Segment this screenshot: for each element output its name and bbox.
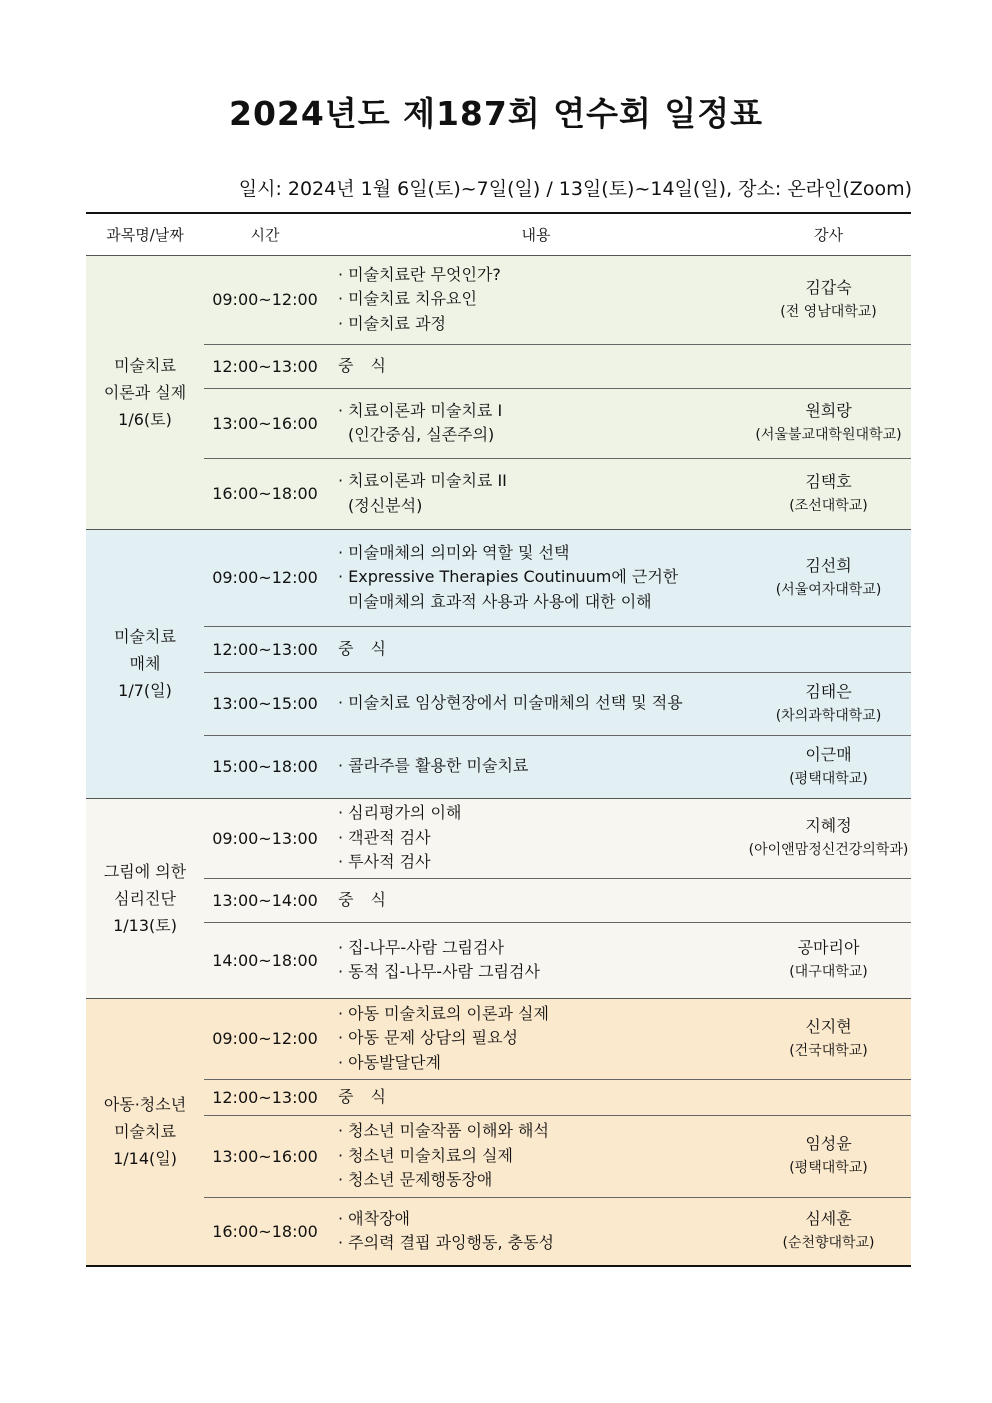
table-row [86, 998, 911, 1079]
lecturer-cell [746, 255, 911, 344]
subject-line: 아동·청소년 [103, 1095, 187, 1115]
content-line: · 주의력 결핍 과잉행동, 충동성 [338, 1233, 554, 1253]
header-subject: 과목명/날짜 [86, 213, 204, 255]
subject-line: 미술치료 [114, 627, 176, 646]
time-cell: 09:00~12:00 [204, 998, 326, 1079]
lunch-label: 중 식 [338, 889, 392, 909]
lecturer-cell [746, 878, 911, 922]
lecturer-name: 김택호 [805, 471, 852, 491]
content-line: · 치료이론과 미술치료 II [338, 471, 507, 490]
table-row [86, 1197, 911, 1266]
table-row [86, 878, 911, 922]
time-cell: 16:00~18:00 [204, 458, 326, 529]
table-row [86, 255, 911, 344]
time-cell: 13:00~14:00 [204, 878, 326, 922]
lecturer-org: (서울여자대학교) [775, 581, 882, 598]
content-cell [326, 458, 746, 529]
lunch-label: 중 식 [338, 355, 392, 375]
time-cell: 13:00~16:00 [204, 388, 326, 458]
table-row [86, 672, 911, 735]
content-line: · 객관적 검사 [338, 827, 431, 847]
lecturer-cell [746, 735, 911, 798]
content-line: · 청소년 미술치료의 실제 [338, 1145, 513, 1165]
content-cell [326, 626, 746, 672]
header-content: 내용 [326, 213, 746, 255]
subject-line: 1/7(일) [118, 681, 172, 700]
content-line: · 아동 문제 상담의 필요성 [338, 1028, 518, 1048]
lecturer-cell [746, 626, 911, 672]
table-row [86, 798, 911, 878]
subject-line: 1/14(일) [113, 1149, 177, 1169]
subject-line: 그림에 의한 [103, 861, 187, 881]
subject-cell [86, 529, 204, 798]
lecturer-name: 김갑숙 [805, 277, 852, 297]
page-title: 2024년도 제187회 연수회 일정표 [229, 94, 763, 133]
lecturer-org: (순천향대학교) [782, 1235, 875, 1252]
lecturer-org: (건국대학교) [789, 1042, 868, 1059]
lecturer-org: (조선대학교) [789, 497, 868, 514]
lecturer-cell [746, 388, 911, 458]
content-line: · 동적 집-나무-사람 그림검사 [338, 962, 540, 981]
content-cell [326, 672, 746, 735]
lecturer-cell [746, 344, 911, 388]
content-line: · 청소년 미술작품 이해와 해석 [338, 1121, 549, 1141]
lecturer-cell [746, 1115, 911, 1197]
table-row [86, 529, 911, 626]
subject-cell [86, 798, 204, 998]
lecturer-org: (평택대학교) [789, 770, 868, 787]
time-cell: 16:00~18:00 [204, 1197, 326, 1266]
content-line: · 아동발달단계 [338, 1052, 441, 1072]
table-header-row [86, 213, 911, 255]
time-cell: 15:00~18:00 [204, 735, 326, 798]
lecturer-cell [746, 1197, 911, 1266]
content-line: · 미술치료 임상현장에서 미술매체의 선택 및 적용 [338, 693, 683, 713]
time-cell: 14:00~18:00 [204, 922, 326, 998]
time-cell: 12:00~13:00 [204, 1079, 326, 1115]
lecturer-name: 공마리아 [797, 938, 860, 957]
content-cell [326, 798, 746, 878]
lecturer-name: 김선희 [805, 555, 852, 575]
content-line: · 투사적 검사 [338, 852, 431, 872]
lecturer-cell [746, 672, 911, 735]
lecturer-org: (대구대학교) [789, 964, 868, 980]
content-line: · 미술치료 과정 [338, 313, 446, 333]
content-line: · 청소년 문제행동장애 [338, 1170, 493, 1190]
time-cell: 09:00~12:00 [204, 529, 326, 626]
lecturer-org: (전 영남대학교) [780, 303, 877, 320]
content-line: 미술매체의 효과적 사용과 사용에 대한 이해 [348, 591, 652, 611]
content-line: · 집-나무-사람 그림검사 [338, 937, 504, 957]
schedule-info: 일시: 2024년 1월 6일(토)~7일(일) / 13일(토)~14일(일), 장소: 온라인(Zoom) [238, 178, 912, 200]
time-cell: 12:00~13:00 [204, 344, 326, 388]
table-row [86, 344, 911, 388]
content-cell [326, 344, 746, 388]
lecturer-org: (서울불교대학원대학교) [755, 427, 902, 443]
lunch-label: 중 식 [338, 1086, 392, 1106]
content-cell [326, 1115, 746, 1197]
schedule-body [86, 255, 911, 1266]
table-row [86, 1115, 911, 1197]
content-cell [326, 998, 746, 1079]
lunch-label: 중 식 [338, 638, 392, 658]
lecturer-cell [746, 458, 911, 529]
content-line: · 치료이론과 미술치료 I [338, 400, 503, 420]
time-cell: 12:00~13:00 [204, 626, 326, 672]
lecturer-name: 지혜정 [805, 816, 852, 835]
lecturer-cell [746, 798, 911, 878]
time-cell: 13:00~16:00 [204, 1115, 326, 1197]
subject-line: 미술치료 [114, 1122, 176, 1142]
lecturer-name: 임성윤 [805, 1134, 852, 1153]
subject-line: 1/13(토) [113, 915, 177, 935]
table-row [86, 626, 911, 672]
table-row [86, 1079, 911, 1115]
content-cell [326, 529, 746, 626]
header-time: 시간 [204, 213, 326, 255]
table-row [86, 458, 911, 529]
lecturer-name: 신지현 [805, 1016, 852, 1036]
subject-line: 1/6(토) [118, 409, 172, 429]
lecturer-org: (차의과학대학교) [775, 707, 882, 724]
content-line: · 심리평가의 이해 [338, 803, 462, 823]
content-cell [326, 255, 746, 344]
table-row [86, 388, 911, 458]
header-lecturer: 강사 [746, 213, 911, 255]
lecturer-org: (평택대학교) [789, 1160, 868, 1176]
content-line: (정신분석) [348, 495, 423, 515]
content-line: · 미술치료 치유요인 [338, 289, 477, 309]
lecturer-name: 심세훈 [805, 1209, 852, 1229]
lecturer-cell [746, 1079, 911, 1115]
lecturer-name: 김태은 [805, 681, 852, 701]
content-line: · Expressive Therapies Coutinuum에 근거한 [338, 567, 679, 587]
subject-cell [86, 255, 204, 529]
lecturer-name: 이근매 [805, 744, 852, 764]
schedule-table [86, 212, 911, 1267]
content-cell [326, 735, 746, 798]
table-row [86, 922, 911, 998]
time-cell: 09:00~13:00 [204, 798, 326, 878]
table-row [86, 735, 911, 798]
lecturer-cell [746, 922, 911, 998]
content-cell [326, 1197, 746, 1266]
time-cell: 09:00~12:00 [204, 255, 326, 344]
content-line: · 미술매체의 의미와 역할 및 선택 [338, 542, 570, 562]
lecturer-cell [746, 998, 911, 1079]
content-cell [326, 878, 746, 922]
content-cell [326, 1079, 746, 1115]
subject-cell [86, 998, 204, 1266]
content-cell [326, 922, 746, 998]
content-line: · 미술치료란 무엇인가? [338, 264, 501, 284]
lecturer-name: 원희랑 [805, 401, 852, 420]
content-line: · 애착장애 [338, 1208, 410, 1228]
lecturer-cell [746, 529, 911, 626]
subject-line: 미술치료 [114, 355, 176, 375]
subject-line: 심리진단 [114, 888, 176, 908]
subject-line: 이론과 실제 [103, 382, 187, 402]
content-cell [326, 388, 746, 458]
lecturer-org: (아이앤맘정신건강의학과) [748, 842, 909, 858]
content-line: · 아동 미술치료의 이론과 실제 [338, 1003, 549, 1023]
content-line: · 콜라주를 활용한 미술치료 [338, 756, 529, 776]
subject-line: 매체 [129, 654, 161, 673]
time-cell: 13:00~15:00 [204, 672, 326, 735]
content-line: (인간중심, 실존주의) [348, 425, 495, 444]
